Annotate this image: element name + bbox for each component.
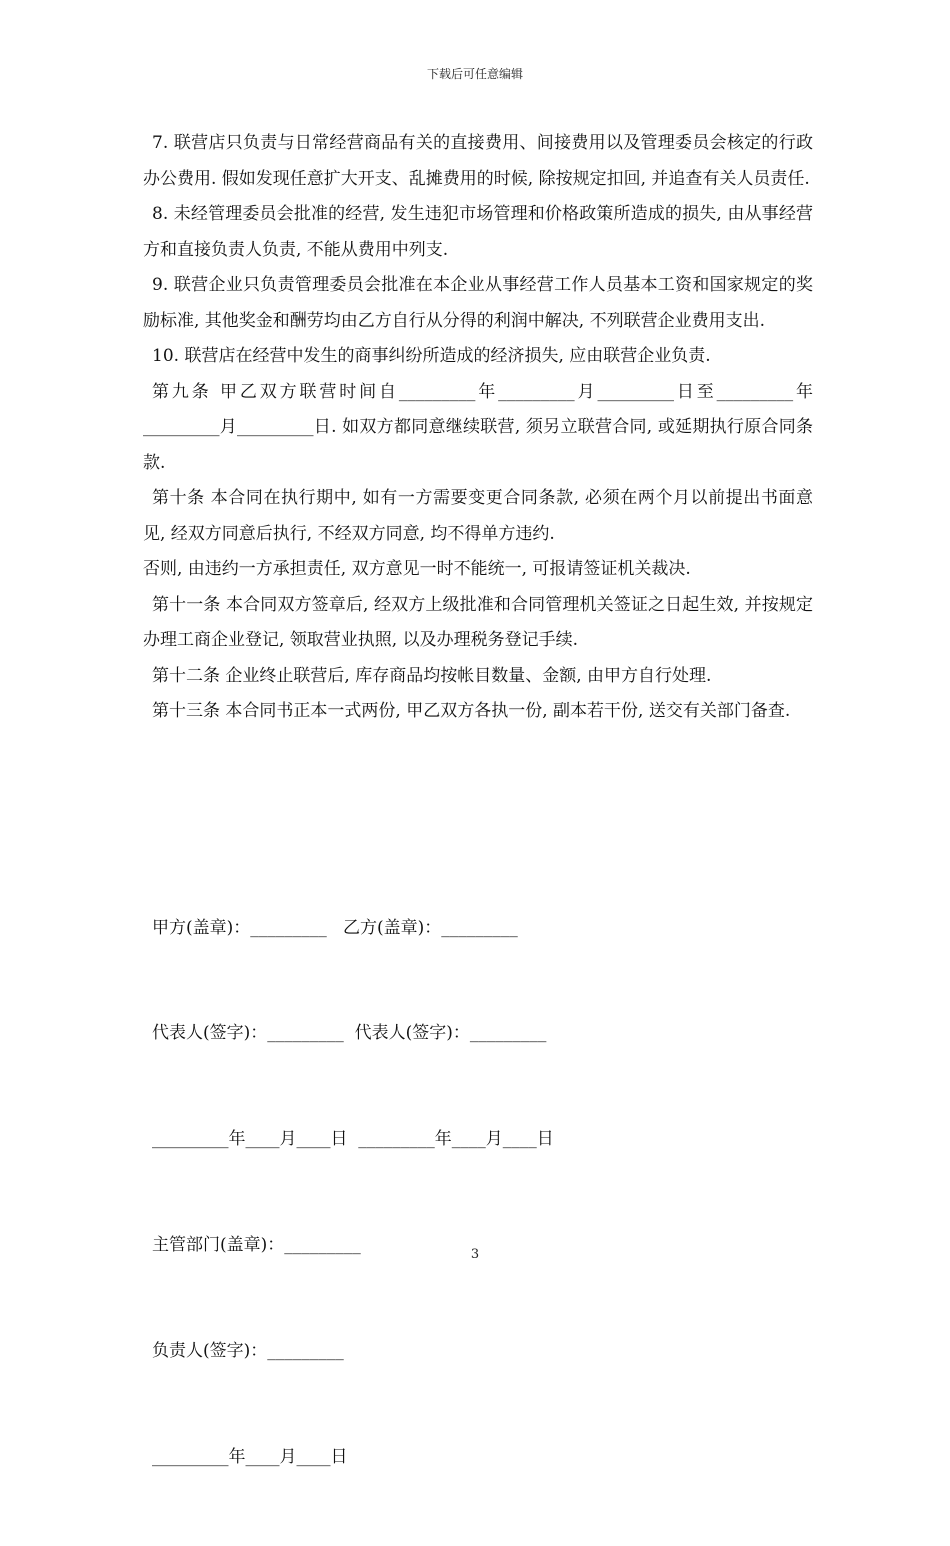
article-10-continued: 否则, 由违约一方承担责任, 双方意见一时不能统一, 可报请签证机关裁决. — [143, 559, 691, 579]
contract-body — [143, 126, 813, 730]
page-header-note: 下载后可任意编辑 — [426, 67, 523, 81]
article-11: 第十一条 本合同双方签章后, 经双方上级批准和合同管理机关签证之日起生效, 并按规定办理工商企业登记, 领取营业执照, 以及办理税务登记手续. — [143, 594, 813, 650]
representative-line: 代表人(签字)：_________ 代表人(签字)：_________ — [152, 1023, 547, 1044]
clause-7: 7. 联营店只负责与日常经营商品有关的直接费用、间接费用以及管理委员会核定的行政办公费用. 假如发现任意扩大开支、乱摊费用的时候, 除按规定扣回, 并追查有关人员责任. — [143, 133, 813, 189]
clause-9: 9. 联营企业只负责管理委员会批准在本企业从事经营工作人员基本工资和国家规定的奖励标准, 其他奖金和酬劳均由乙方自行从分得的利润中解决, 不列联营企业费用支出. — [143, 275, 813, 331]
article-10: 第十条 本合同在执行期中, 如有一方需要变更合同条款, 必须在两个月以前提出书面意见, 经双方同意后执行, 不经双方同意, 均不得单方违约. — [143, 488, 813, 544]
clause-10: 10. 联营店在经营中发生的商事纠纷所造成的经济损失, 应由联营企业负责. — [152, 346, 711, 366]
page-number: 3 — [470, 1247, 480, 1262]
clause-8: 8. 未经管理委员会批准的经营, 发生违犯市场管理和价格政策所造成的损失, 由从事经营方和直接负责人负责, 不能从费用中列支. — [143, 204, 813, 260]
article-13: 第十三条 本合同书正本一式两份, 甲乙双方各执一份, 副本若干份, 送交有关部门备查. — [152, 701, 791, 721]
signing-date-line: _________年____月____日 _________年____月____日 — [152, 1129, 554, 1150]
final-date-line: _________年____月____日 — [152, 1447, 348, 1468]
signature-block — [152, 840, 554, 1546]
dept-seal-line: 主管部门(盖章)：_________ — [152, 1235, 361, 1256]
party-seal-line: 甲方(盖章)：_________ 乙方(盖章)：_________ — [152, 917, 518, 938]
article-9: 第九条 甲乙双方联营时间自_________年_________月_________日至_________年_________月_________日. 如双方都同意继续联营, 须另立联营合同, 或延期执行原合同条款. — [143, 381, 813, 473]
article-12: 第十二条 企业终止联营后, 库存商品均按帐目数量、金额, 由甲方自行处理. — [152, 665, 712, 686]
person-in-charge-line: 负责人(签字)：_________ — [152, 1341, 344, 1362]
